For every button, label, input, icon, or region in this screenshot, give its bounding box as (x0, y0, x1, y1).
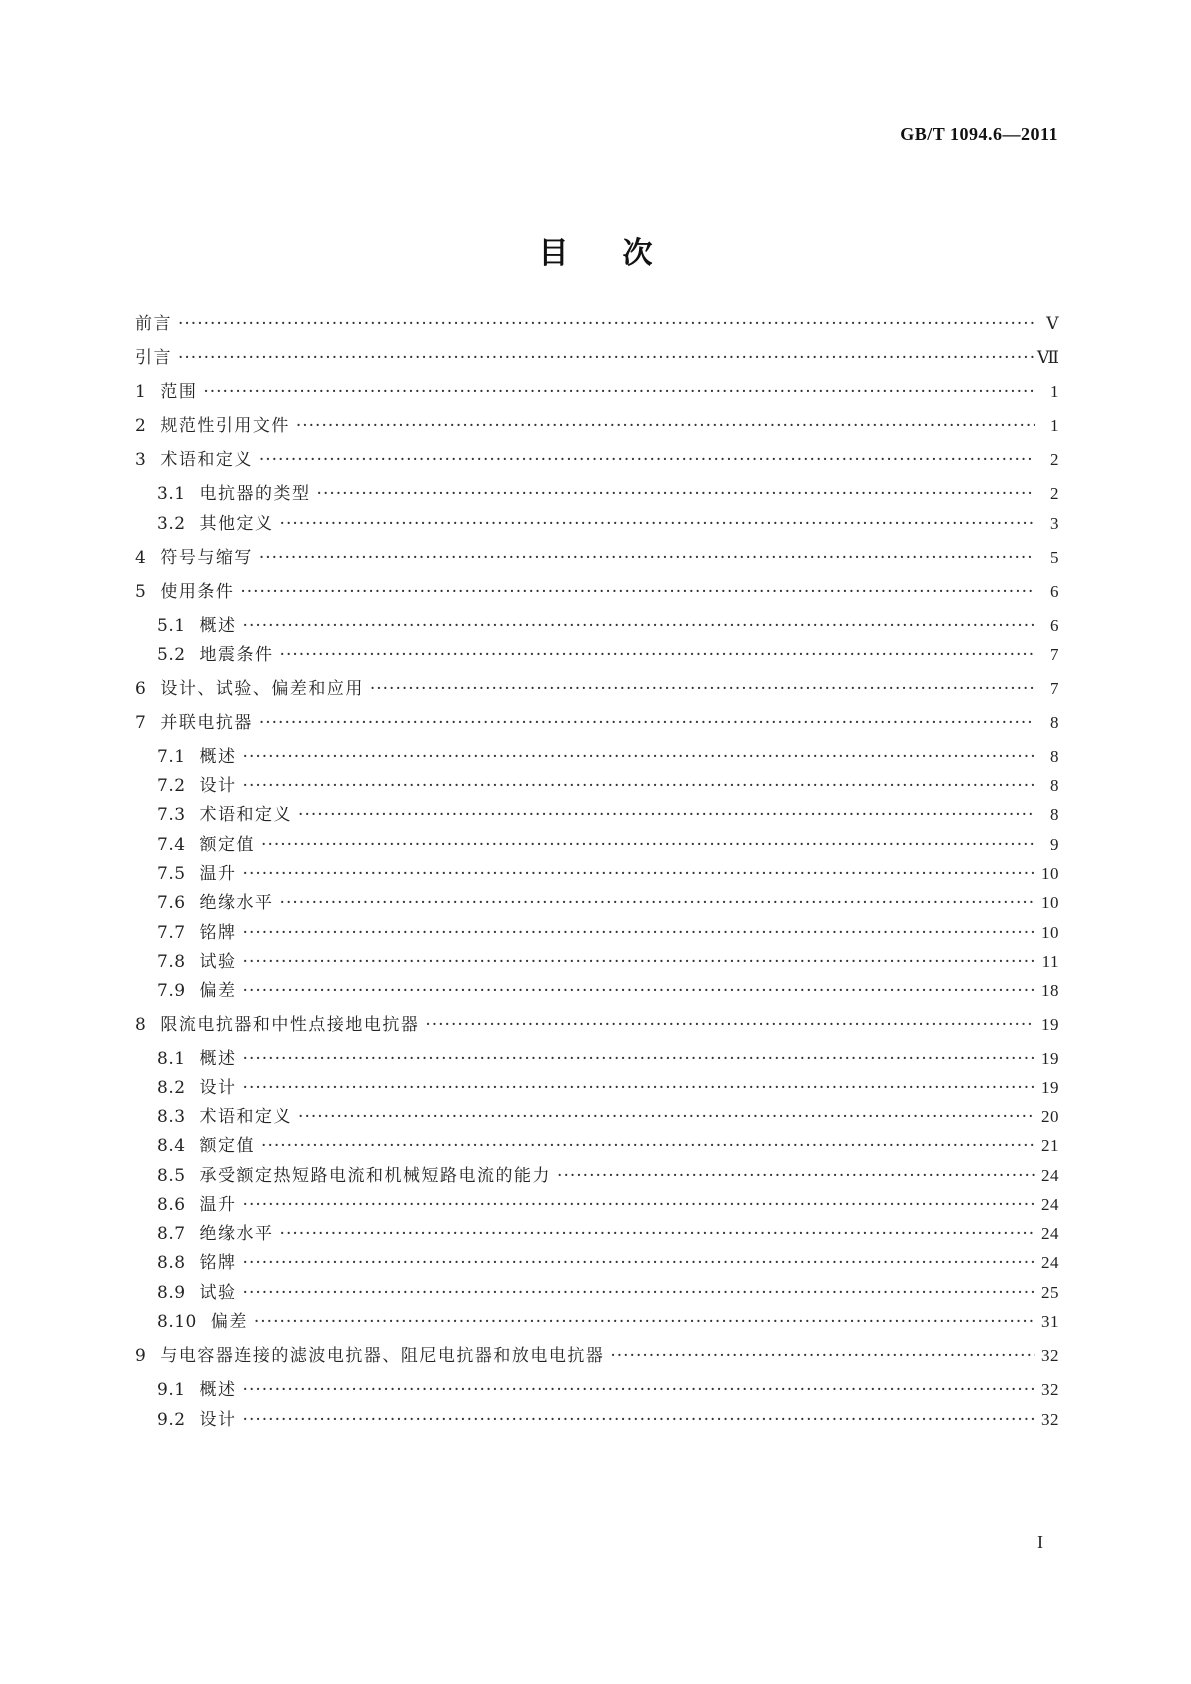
toc-entry[interactable] (157, 832, 1059, 858)
toc-entry-page: 20 (1041, 1107, 1059, 1126)
toc-entry-page: 18 (1041, 981, 1059, 1000)
toc-entry[interactable] (135, 579, 1059, 605)
toc-leader-dots (280, 890, 1035, 916)
toc-entry-title: 温升 (199, 864, 237, 884)
toc-entry[interactable] (135, 676, 1059, 702)
toc-entry-title: 符号与缩写 (160, 548, 253, 568)
page-number: I (1037, 1532, 1043, 1552)
toc-entry-title: 温升 (199, 1195, 237, 1215)
toc-entry-page: 10 (1041, 864, 1059, 883)
toc-leader-dots (280, 642, 1035, 668)
toc-entry-number: 8.1 (157, 1049, 186, 1069)
toc-entry-number: 8 (135, 1015, 147, 1035)
toc-entry-title: 前言 (135, 314, 172, 334)
toc-entry-title: 并联电抗器 (160, 713, 253, 733)
toc-entry-title: 偏差 (199, 981, 237, 1001)
toc-entry-title: 术语和定义 (199, 805, 293, 825)
toc-entry-page: 21 (1041, 1136, 1059, 1155)
toc-entry-page: 19 (1041, 1015, 1059, 1034)
toc-entry-number: 3 (135, 450, 147, 470)
toc-entry-title: 设计 (199, 776, 237, 796)
toc-entry[interactable] (135, 345, 1059, 371)
toc-entry-page: Ⅶ (1037, 348, 1060, 367)
toc-entry-number: 8.7 (157, 1224, 186, 1244)
toc-entry-title: 额定值 (199, 835, 256, 855)
toc-entry-page: 5 (1050, 548, 1059, 567)
toc-entry-page: 24 (1041, 1253, 1059, 1272)
toc-entry[interactable] (135, 545, 1059, 571)
toc-entry-title: 其他定义 (199, 514, 274, 534)
toc-entry-title: 偏差 (210, 1312, 248, 1332)
toc-entry-number: 3.1 (157, 484, 186, 504)
toc-entry-title: 试验 (199, 1283, 237, 1303)
toc-leader-dots (261, 1133, 1035, 1159)
toc-entry[interactable] (157, 642, 1059, 668)
toc-leader-dots (296, 413, 1035, 439)
toc-entry-page: 9 (1050, 835, 1059, 854)
toc-entry-title: 铭牌 (199, 923, 237, 943)
toc-entry-title: 设计 (199, 1410, 237, 1430)
toc-entry-number: 8.2 (157, 1078, 186, 1098)
toc-leader-dots (370, 676, 1035, 702)
toc-entry-number: 8.9 (157, 1283, 186, 1303)
toc-entry-title: 额定值 (199, 1136, 256, 1156)
toc-leader-dots (259, 545, 1035, 571)
toc-entry-page: 6 (1050, 582, 1059, 601)
toc-entry-number: 8.10 (157, 1312, 197, 1332)
toc-entry-number: 7 (135, 713, 147, 733)
toc-entry-title: 承受额定热短路电流和机械短路电流的能力 (199, 1166, 552, 1186)
toc-entry[interactable] (157, 481, 1059, 507)
toc-entry-page: 31 (1041, 1312, 1059, 1331)
standard-code: GB/T 1094.6—2011 (900, 124, 1058, 144)
toc-entry-page: 2 (1050, 484, 1059, 503)
toc-entry-page: 32 (1041, 1410, 1059, 1429)
toc-entry[interactable] (157, 613, 1059, 639)
toc-entry-page: 10 (1041, 893, 1059, 912)
toc-entry-page: 1 (1050, 416, 1059, 435)
toc-entry-page: 32 (1041, 1346, 1059, 1365)
toc-leader-dots (243, 861, 1035, 887)
toc-entry-number: 7.2 (157, 776, 186, 796)
toc-entry-number: 8.6 (157, 1195, 186, 1215)
toc-entry-title: 设计、试验、偏差和应用 (160, 679, 364, 699)
toc-entry-page: 7 (1050, 679, 1059, 698)
toc-entry-page: 3 (1050, 514, 1059, 533)
toc-entry[interactable] (157, 1104, 1059, 1130)
toc-entry-page: 25 (1041, 1283, 1059, 1302)
toc-entry-page: 32 (1041, 1380, 1059, 1399)
toc-leader-dots (261, 832, 1035, 858)
toc-leader-dots (298, 802, 1035, 828)
toc-leader-dots (280, 511, 1035, 537)
toc-leader-dots (259, 710, 1035, 736)
toc-entry-number: 7.8 (157, 952, 186, 972)
toc-entry-number: 5.1 (157, 616, 186, 636)
toc-entry-number: 2 (135, 416, 147, 436)
toc-leader-dots (557, 1163, 1035, 1189)
toc-title: 目次 (538, 236, 707, 271)
toc-entry[interactable] (157, 978, 1059, 1004)
toc-entry[interactable] (157, 1250, 1059, 1276)
toc-entry[interactable] (157, 1377, 1059, 1403)
toc-entry-number: 3.2 (157, 514, 186, 534)
toc-entry-title: 引言 (135, 348, 172, 368)
toc-entry[interactable] (157, 802, 1059, 828)
toc-leader-dots (243, 978, 1035, 1004)
toc-entry[interactable] (157, 1407, 1059, 1433)
toc-entry[interactable] (157, 1163, 1059, 1189)
toc-entry-title: 范围 (160, 382, 198, 402)
toc-entry-number: 7.3 (157, 805, 186, 825)
toc-entry[interactable] (157, 920, 1059, 946)
toc-entry-page: 19 (1041, 1078, 1059, 1097)
toc-entry-page: 24 (1041, 1195, 1059, 1214)
toc-leader-dots (298, 1104, 1035, 1130)
toc-entry-page: 11 (1041, 952, 1059, 971)
toc-leader-dots (243, 1377, 1035, 1403)
toc-entry[interactable] (157, 1221, 1059, 1247)
toc-entry[interactable] (157, 890, 1059, 916)
toc-entry-number: 1 (135, 382, 147, 402)
toc-entry[interactable] (157, 861, 1059, 887)
toc-leader-dots (280, 1221, 1035, 1247)
toc-entry[interactable] (157, 1075, 1059, 1101)
toc-entry-number: 9.2 (157, 1410, 186, 1430)
toc-entry-number: 7.4 (157, 835, 186, 855)
toc-leader-dots (243, 773, 1035, 799)
toc-entry-title: 概述 (199, 1049, 237, 1069)
toc-entry[interactable] (135, 1012, 1059, 1038)
toc-leader-dots (203, 379, 1035, 405)
toc-entry-page: Ⅴ (1046, 314, 1059, 333)
toc-entry-title: 与电容器连接的滤波电抗器、阻尼电抗器和放电电抗器 (160, 1346, 605, 1366)
toc-entry-page: 8 (1050, 776, 1059, 795)
toc-entry[interactable] (135, 447, 1059, 473)
toc-entry-number: 5 (135, 582, 147, 602)
toc-leader-dots (243, 1407, 1035, 1433)
toc-entry[interactable] (157, 1192, 1059, 1218)
toc-entry-page: 2 (1050, 450, 1059, 469)
toc-entry-title: 电抗器的类型 (199, 484, 311, 504)
toc-entry-page: 8 (1050, 805, 1059, 824)
toc-leader-dots (243, 1046, 1035, 1072)
toc-entry-number: 8.3 (157, 1107, 186, 1127)
toc-entry-title: 概述 (199, 747, 237, 767)
toc-entry[interactable] (157, 744, 1059, 770)
toc-entry[interactable] (157, 773, 1059, 799)
toc-entry-number: 8.4 (157, 1136, 186, 1156)
toc-entry-title: 术语和定义 (199, 1107, 293, 1127)
toc-leader-dots (317, 481, 1035, 507)
toc-entry-number: 8.8 (157, 1253, 186, 1273)
toc-entry-number: 4 (135, 548, 147, 568)
toc-entry-page: 8 (1050, 713, 1059, 732)
toc-leader-dots (243, 949, 1035, 975)
toc-entry[interactable] (135, 710, 1059, 736)
toc-entry-number: 7.1 (157, 747, 186, 767)
toc-entry[interactable] (135, 1343, 1059, 1369)
toc-entry-title: 术语和定义 (160, 450, 253, 470)
toc-entry[interactable] (135, 311, 1059, 337)
toc-leader-dots (178, 311, 1035, 337)
toc-entry-number: 5.2 (157, 645, 186, 665)
toc-leader-dots (259, 447, 1035, 473)
toc-entry-title: 铭牌 (199, 1253, 237, 1273)
toc-entry-number: 7.5 (157, 864, 186, 884)
toc-leader-dots (243, 613, 1035, 639)
toc-entry-title: 设计 (199, 1078, 237, 1098)
toc-leader-dots (178, 345, 1035, 371)
toc-entry-title: 试验 (199, 952, 237, 972)
toc-entry-page: 1 (1050, 382, 1059, 401)
toc-entry-page: 10 (1041, 923, 1059, 942)
toc-leader-dots (243, 920, 1035, 946)
toc-leader-dots (243, 1280, 1035, 1306)
toc-entry-page: 7 (1050, 645, 1059, 664)
toc-leader-dots (243, 744, 1035, 770)
toc-entry-title: 概述 (199, 616, 237, 636)
toc-entry-number: 7.6 (157, 893, 186, 913)
toc-entry[interactable] (157, 511, 1059, 537)
toc-entry-title: 限流电抗器和中性点接地电抗器 (160, 1015, 420, 1035)
toc-entry[interactable] (135, 379, 1059, 405)
toc-entry-number: 6 (135, 679, 147, 699)
toc-entry[interactable] (157, 949, 1059, 975)
toc-leader-dots (243, 1192, 1035, 1218)
toc-entry-page: 8 (1050, 747, 1059, 766)
toc-leader-dots (425, 1012, 1035, 1038)
toc-entry-number: 7.7 (157, 923, 186, 943)
toc-entry[interactable] (157, 1309, 1059, 1335)
toc-entry-title: 规范性引用文件 (160, 416, 290, 436)
toc-entry-page: 24 (1041, 1224, 1059, 1243)
toc-entry-title: 地震条件 (199, 645, 274, 665)
toc-entry-title: 使用条件 (160, 582, 235, 602)
toc-leader-dots (243, 1250, 1035, 1276)
toc-entry-title: 概述 (199, 1380, 237, 1400)
toc-entry[interactable] (157, 1280, 1059, 1306)
toc-leader-dots (243, 1075, 1035, 1101)
toc-entry-page: 24 (1041, 1166, 1059, 1185)
toc-leader-dots (240, 579, 1035, 605)
toc-entry-number: 8.5 (157, 1166, 186, 1186)
toc-leader-dots (254, 1309, 1035, 1335)
toc-leader-dots (610, 1343, 1035, 1369)
toc-entry-number: 9 (135, 1346, 147, 1366)
toc-entry[interactable] (135, 413, 1059, 439)
toc-entry-number: 7.9 (157, 981, 186, 1001)
toc-entry[interactable] (157, 1133, 1059, 1159)
toc-entry-number: 9.1 (157, 1380, 186, 1400)
toc-entry[interactable] (157, 1046, 1059, 1072)
toc-entry-page: 19 (1041, 1049, 1059, 1068)
toc-entry-page: 6 (1050, 616, 1059, 635)
toc-entry-title: 绝缘水平 (199, 1224, 274, 1244)
toc-entry-title: 绝缘水平 (199, 893, 274, 913)
